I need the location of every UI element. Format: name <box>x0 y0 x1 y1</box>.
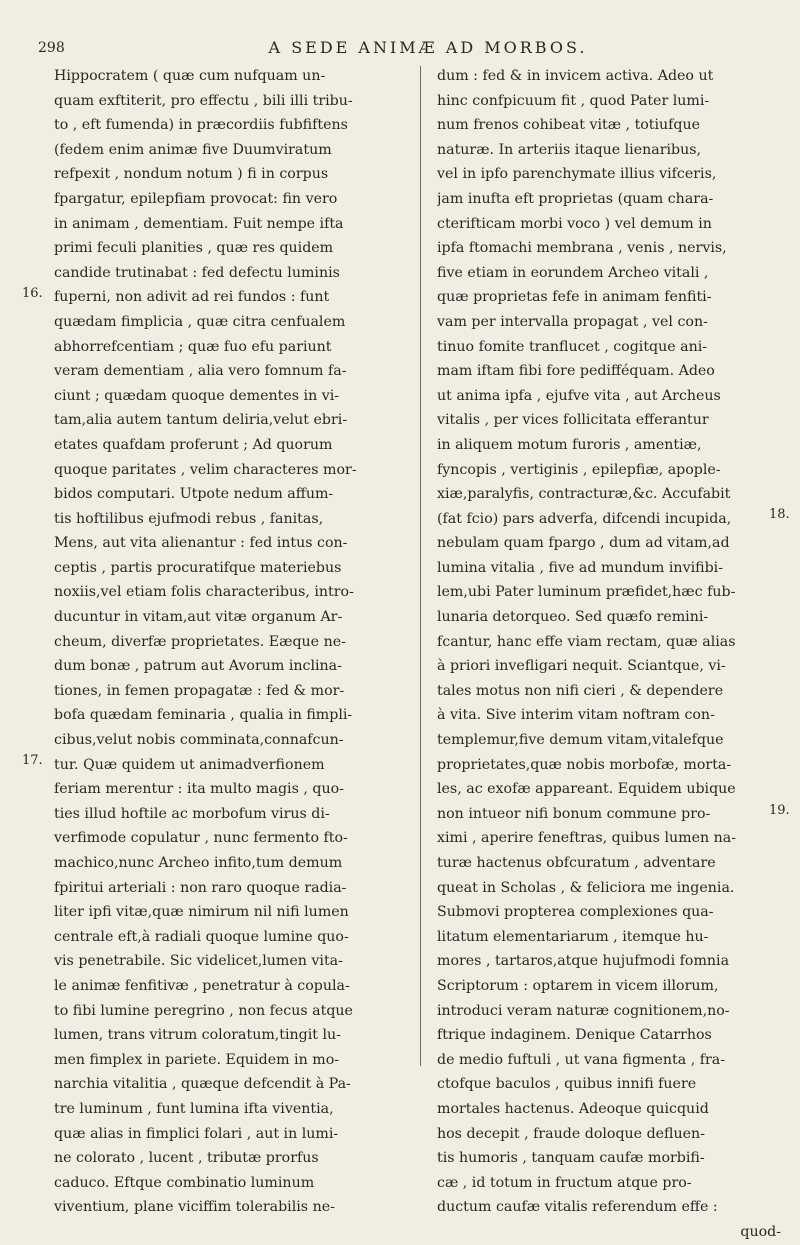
text-line: fpargatur, epilepfiam provocat: fin vero <box>54 190 338 207</box>
text-line: to , eft fumenda) in præcordiis fubfiftens <box>54 117 348 134</box>
text-line: queat in Scholas , & feliciora me ingenia. <box>437 879 735 896</box>
text-line: cæ , id totum in fructum atque pro- <box>437 1174 692 1191</box>
text-line: vel in ipfo parenchymate illius vifceris, <box>437 166 717 183</box>
text-line: cibus,velut nobis comminata,connafcun- <box>54 732 344 749</box>
text-line: viventium, plane viciffim tolerabilis ne- <box>54 1199 335 1216</box>
left-column <box>54 64 406 1220</box>
section-marker-19: 19. <box>769 803 790 818</box>
text-line: à vita. Sive interim vitam noftram con- <box>437 707 715 724</box>
text-line: proprietates,quæ nobis morbofæ, morta- <box>437 756 732 773</box>
text-line: men fimplex in pariete. Equidem in mo- <box>54 1051 340 1068</box>
text-line: le animæ fenfitivæ , penetratur à copula- <box>54 977 350 994</box>
text-line: quædam fimplicia , quæ citra cenfualem <box>54 313 346 330</box>
text-line: tiones, in femen propagatæ : fed & mor- <box>54 682 345 699</box>
text-line: fpiritui arteriali : non raro quoque radia- <box>54 879 347 896</box>
text-line: de medio fuftuli , ut vana figmenta , fra- <box>437 1051 726 1068</box>
text-line: candide trutinabat : fed defectu luminis <box>54 264 340 281</box>
page-header <box>38 38 778 64</box>
text-line: introduci veram naturæ cognitionem,no- <box>437 1002 730 1019</box>
text-line: verfimode copulatur , nunc fermento fto- <box>54 830 348 847</box>
text-line: templemur,five demum vitam,vitalefque <box>437 732 724 749</box>
text-line: refpexit , nondum notum ) fi in corpus <box>54 166 329 183</box>
text-line: in aliquem motum furoris , amentiæ, <box>437 436 702 453</box>
text-line: jam inufta eft proprietas (quam chara- <box>437 190 714 207</box>
text-line: dum : fed & in invicem activa. Adeo ut <box>437 68 714 84</box>
text-line: turæ hactenus obfcuratum , adventare <box>437 855 716 871</box>
catchword: quod- <box>740 1223 781 1240</box>
text-line: cterifticam morbi voco ) vel demum in <box>437 215 712 232</box>
text-line: liter ipfi vitæ,quæ nimirum nil nifi lumen <box>54 904 349 921</box>
text-line: (fat fcio) pars adverfa, difcendi incupida, <box>437 510 732 527</box>
text-line: five etiam in eorundem Archeo vitali , <box>437 264 709 281</box>
text-line: tis hoftilibus ejufmodi rebus , fanitas, <box>54 510 324 527</box>
section-marker-17: 17. <box>22 753 43 768</box>
text-line: quæ proprietas fefe in animam fenfiti- <box>437 289 712 306</box>
text-line: les, ac exofæ appareant. Equidem ubique <box>437 781 736 798</box>
text-line: ceptis , partis procuratifque materiebus <box>54 559 342 576</box>
text-line: noxiis,vel etiam folis characteribus, intro- <box>54 584 354 601</box>
section-marker-16: 16. <box>22 286 43 301</box>
text-line: tales motus non nifi cieri , & dependere <box>437 682 724 699</box>
text-line: etates quafdam proferunt ; Ad quorum <box>54 436 333 453</box>
text-line: ductum caufæ vitalis referendum effe : <box>437 1199 718 1216</box>
text-line: Mens, aut vita alienantur : fed intus con- <box>54 535 348 552</box>
text-line: in animam , dementiam. Fuit nempe ifta <box>54 215 344 232</box>
column-divider <box>420 66 421 1066</box>
text-line: lunaria detorqueo. Sed quæfo remini- <box>437 609 709 626</box>
text-line: hos decepit , fraude doloque defluen- <box>437 1125 705 1142</box>
text-line: ximi , aperire feneftras, quibus lumen na- <box>437 830 737 847</box>
text-line: veram dementiam , alia vero fomnum fa- <box>54 363 347 380</box>
text-line: quam exftiterit, pro effectu , bili illi tribu- <box>54 92 353 109</box>
text-line: mam iftam fibi fore pedifféquam. Adeo <box>437 363 715 380</box>
text-line: ducuntur in vitam,aut vitæ organum Ar- <box>54 609 343 626</box>
text-line: Hippocratem ( quæ cum nufquam un- <box>54 68 326 84</box>
text-line: machico,nunc Archeo infito,tum demum <box>54 855 343 871</box>
text-line: fyncopis , vertiginis , epilepfiæ, apople- <box>437 461 721 478</box>
running-head: A SEDE ANIMÆ AD MORBOS. <box>268 38 588 57</box>
text-line: centrale eft,à radiali quoque lumine quo- <box>54 928 349 945</box>
text-line: to fibi lumine peregrino , non fecus atque <box>54 1002 353 1019</box>
text-line: cheum, diverfæ proprietates. Eæque ne- <box>54 633 346 650</box>
text-line: à priori invefligari nequit. Sciantque, vi- <box>437 658 726 675</box>
text-line: lumen, trans vitrum coloratum,tingit lu- <box>54 1027 341 1044</box>
text-line: litatum elementariarum , itemque hu- <box>437 928 709 945</box>
text-line: lem,ubi Pater luminum præfidet,hæc fub- <box>437 584 736 601</box>
text-line: narchia vitalitia , quæque defcendit à Pa- <box>54 1076 351 1093</box>
text-line: vis penetrabile. Sic videlicet,lumen vita- <box>54 953 343 970</box>
text-line: tis humoris , tanquam caufæ morbifi- <box>437 1150 705 1167</box>
text-line: vitalis , per vices follicitata efferantur <box>437 412 709 429</box>
text-line: dum bonæ , patrum aut Avorum inclina- <box>54 658 342 675</box>
text-line: abhorrefcentiam ; quæ fuo efu pariunt <box>54 338 332 355</box>
text-line: Submovi propterea complexiones qua- <box>437 904 714 921</box>
text-line: feriam merentur : ita multo magis , quo- <box>54 781 344 798</box>
text-line: primi feculi planities , quæ res quidem <box>54 240 334 257</box>
text-line: ipfa ftomachi membrana , venis , nervis, <box>437 240 727 257</box>
text-line: tinuo fomite tranflucet , cogitque ani- <box>437 338 708 355</box>
text-line: vam per intervalla propagat , vel con- <box>437 313 708 330</box>
page-number: 298 <box>38 40 65 56</box>
text-line: non intueor nifi bonum commune pro- <box>437 805 711 822</box>
text-line: naturæ. In arteriis itaque lienaribus, <box>437 141 702 158</box>
right-column <box>437 64 781 1245</box>
text-line: bofa quædam feminaria , qualia in fimpli- <box>54 707 353 724</box>
text-line: ftrique indaginem. Denique Catarrhos <box>437 1027 712 1044</box>
text-line: mores , tartaros,atque hujufmodi fomnia <box>437 953 730 970</box>
text-line: num frenos cohibeat vitæ , totiufque <box>437 117 701 134</box>
text-line: hinc confpicuum fit , quod Pater lumi- <box>437 92 710 109</box>
text-line: fuperni, non adivit ad rei fundos : funt <box>54 289 330 306</box>
text-line: ut anima ipfa , ejufve vita , aut Archeus <box>437 387 721 404</box>
text-line: bidos computari. Utpote nedum affum- <box>54 486 334 503</box>
text-line: quoque paritates , velim characteres mor- <box>54 461 357 478</box>
text-line: tur. Quæ quidem ut animadverfionem <box>54 756 325 773</box>
text-line: caduco. Eftque combinatio luminum <box>54 1174 315 1191</box>
text-line: quæ alias in fimplici folari , aut in lumi- <box>54 1125 339 1142</box>
text-line: tre luminum , funt lumina ifta viventia, <box>54 1100 334 1117</box>
text-line: xiæ,paralyfis, contracturæ,&c. Accufabit <box>437 486 731 503</box>
text-line: Scriptorum : optarem in vicem illorum, <box>437 977 719 994</box>
section-marker-18: 18. <box>769 507 790 522</box>
text-line: tam,alia autem tantum deliria,velut ebri- <box>54 412 348 429</box>
text-line: mortales hactenus. Adeoque quicquid <box>437 1100 709 1117</box>
text-line: fcantur, hanc effe viam rectam, quæ alias <box>437 633 736 650</box>
text-line: nebulam quam fpargo , dum ad vitam,ad <box>437 535 730 552</box>
text-line: ties illud hoftile ac morbofum virus di- <box>54 805 330 822</box>
text-line: lumina vitalia , five ad mundum invifibi- <box>437 559 723 576</box>
text-line: ne colorato , lucent , tributæ prorfus <box>54 1150 319 1167</box>
text-line: ciunt ; quædam quoque dementes in vi- <box>54 387 340 404</box>
text-line: ctofque baculos , quibus innifi fuere <box>437 1076 697 1093</box>
text-line: (fedem enim animæ five Duumviratum <box>54 141 332 158</box>
